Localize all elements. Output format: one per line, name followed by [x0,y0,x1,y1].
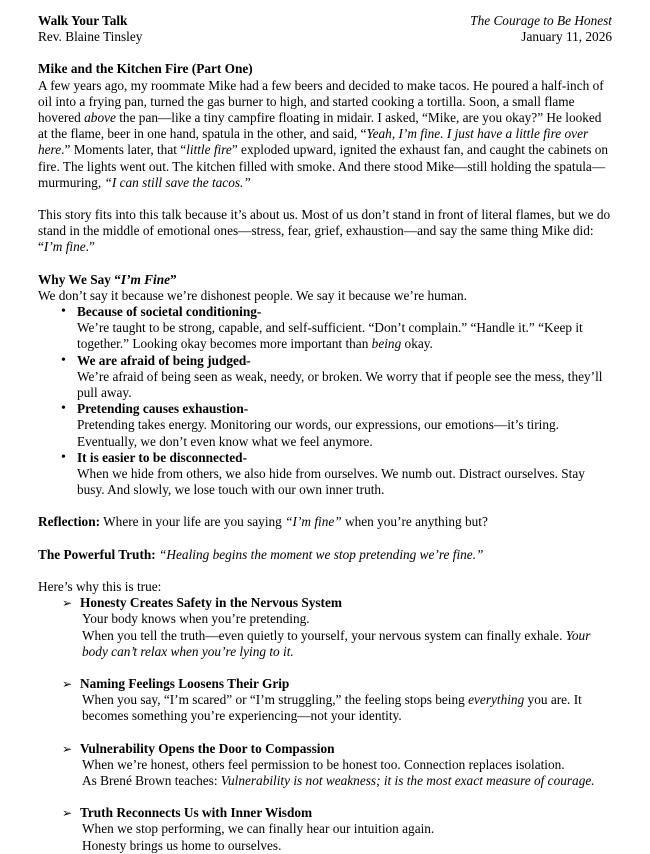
text-run: We’re taught to be strong, capable, and self-sufficient. “Don’t complain.” “Handle it.” “Keep it together.” Looking okay becomes more important than [77,320,583,352]
reason-item [62,675,612,725]
bullet-title: • We are afraid of being judged- [77,352,251,368]
why-intro: We don’t say it because we’re dishonest people. We say it because we’re human. [38,287,467,303]
reason-title: Vulnerability Opens the Door to Compassion [80,740,335,756]
text-run: When we hide from others, we also hide from ourselves. We numb out. Distract ourselves. Stay busy. And slowly, we lose touch with our own inner truth. [77,466,585,498]
truth-reasons-list [38,595,612,854]
bullet-body [77,466,612,498]
text-run: I’m Fine [120,271,171,287]
bullet-title: • It is easier to be disconnected- [77,449,248,465]
text-run: When you tell the truth—even quietly to yourself, your nervous system can finally exhale. [82,627,566,643]
text-run: .” [85,239,95,255]
text-run: “I can still save the tacos.” [104,174,251,190]
text-run: above [84,110,116,126]
talk-title: The Courage to Be Honest [470,13,612,28]
text-run: Reflection: [38,514,101,530]
reason-line [82,628,612,660]
bullet-item [77,353,612,402]
text-run: Pretending takes energy. Monitoring our words, our expressions, our emotions—it’s tiring. Eventually, we don’t even know what we feel anymore. [77,417,559,449]
text-run: Vulnerability is not weakness; it is the most exact measure of courage. [220,772,595,788]
text-run: The Powerful Truth: [38,546,156,562]
bullet-body [77,320,612,352]
reasons-bullet-list [38,304,612,498]
bullet-item [77,304,612,353]
arrow-bullet-icon: ➢ [62,741,73,756]
text-run: I’m fine [43,239,86,255]
story-application-paragraph [38,207,612,256]
reason-line [82,611,612,627]
text-run: the pan—like a tiny campfire floating in midair. I asked, “Mike, are you okay?” He looked at the flame, beer in one hand, spatula in the other, and said, “ [38,110,602,142]
bullet-item [77,401,612,450]
header [38,13,612,45]
text-run: A few years ago, my roommate Mike had a few beers and decided to make tacos. He poured a half-inch of oil into a frying pan, turned the gas burner to high, and started cooking a tortilla. Soon, a small flame hovered [38,77,604,126]
why-true-intro: Here’s why this is true: [38,578,162,594]
text-run: We’re afraid of being seen as weak, needy, or broken. We worry that if people see the mess, they’ll pull away. [77,368,603,401]
bullet-body [77,417,612,449]
text-run: Honesty brings us home to ourselves. [82,837,282,853]
text-run: being [371,336,402,352]
text-run: Your body can’t relax when you’re lying to it. [82,627,591,659]
text-run: Why We Say “ [38,271,121,287]
reason-line [82,821,612,837]
text-run: When you say, “I’m scared” or “I’m struggling,” the feeling stops being [82,692,469,708]
reason-item [62,595,612,660]
bullet-item [77,450,612,499]
section-heading-kitchen-fire: Mike and the Kitchen Fire (Part One) [38,61,253,77]
text-run: okay. [401,336,433,352]
text-run: When we stop performing, we can finally hear our intuition again. [82,821,435,837]
reason-line [82,773,612,789]
reason-title: Truth Reconnects Us with Inner Wisdom [80,805,313,821]
text-run: .” Moments later, that “ [61,142,187,158]
text-run: When we’re honest, others feel permission to be honest too. Connection replaces isolation. [82,756,565,772]
text-run: little fire [186,142,232,158]
reason-line [82,692,612,724]
text-run: Where in your life are you saying [100,514,286,530]
arrow-bullet-icon: ➢ [62,806,73,821]
powerful-truth-line [38,547,612,563]
bullet-title: • Pretending causes exhaustion- [77,401,249,417]
reason-item [62,805,612,854]
bullet-body [77,369,612,401]
text-run: everything [468,692,525,708]
text-run: As Brené Brown teaches: [82,772,221,788]
text-run: Your body knows when you’re pretending. [82,611,310,627]
author: Rev. Blaine Tinsley [38,29,143,45]
arrow-bullet-icon: ➢ [62,596,73,611]
date: January 11, 2026 [521,29,612,45]
text-run: “I’m fine” [285,514,342,530]
reason-title: Naming Feelings Loosens Their Grip [80,675,290,691]
reason-title: Honesty Creates Safety in the Nervous System [80,595,342,611]
section-heading-why-we-say [38,272,612,288]
text-run: when you’re anything but? [341,514,488,530]
text-run: Yeah, I’m fine. I just have a little fire over here [38,126,589,158]
text-run: ” [170,271,177,287]
arrow-bullet-icon: ➢ [62,676,73,691]
reason-item [62,740,612,790]
bullet-title: • Because of societal conditioning- [77,304,262,320]
text-run: you are. It becomes something you’re experiencing—not your identity. [82,692,582,724]
text-run: ” exploded upward, ignited the exhaust fan, and caught the cabinets on fire. The lights went out. The kitchen filled with smoke. And there stood Mike—still holding the spatula—murmuring, [38,142,609,190]
talk-series-title: Walk Your Talk [38,13,128,28]
story-paragraph [38,78,612,191]
reason-line [82,838,612,854]
text-run: This story fits into this talk because it’s about us. Most of us don’t stand in front of literal flames, but we do stand in the middle of emotional ones—stress, fear, grief, exhaustion—and say the same thing Mike did: “ [38,207,611,255]
reason-line [82,757,612,773]
reflection-line [38,514,612,530]
text-run: “Healing begins the moment we stop pretending we’re fine.” [159,546,484,562]
